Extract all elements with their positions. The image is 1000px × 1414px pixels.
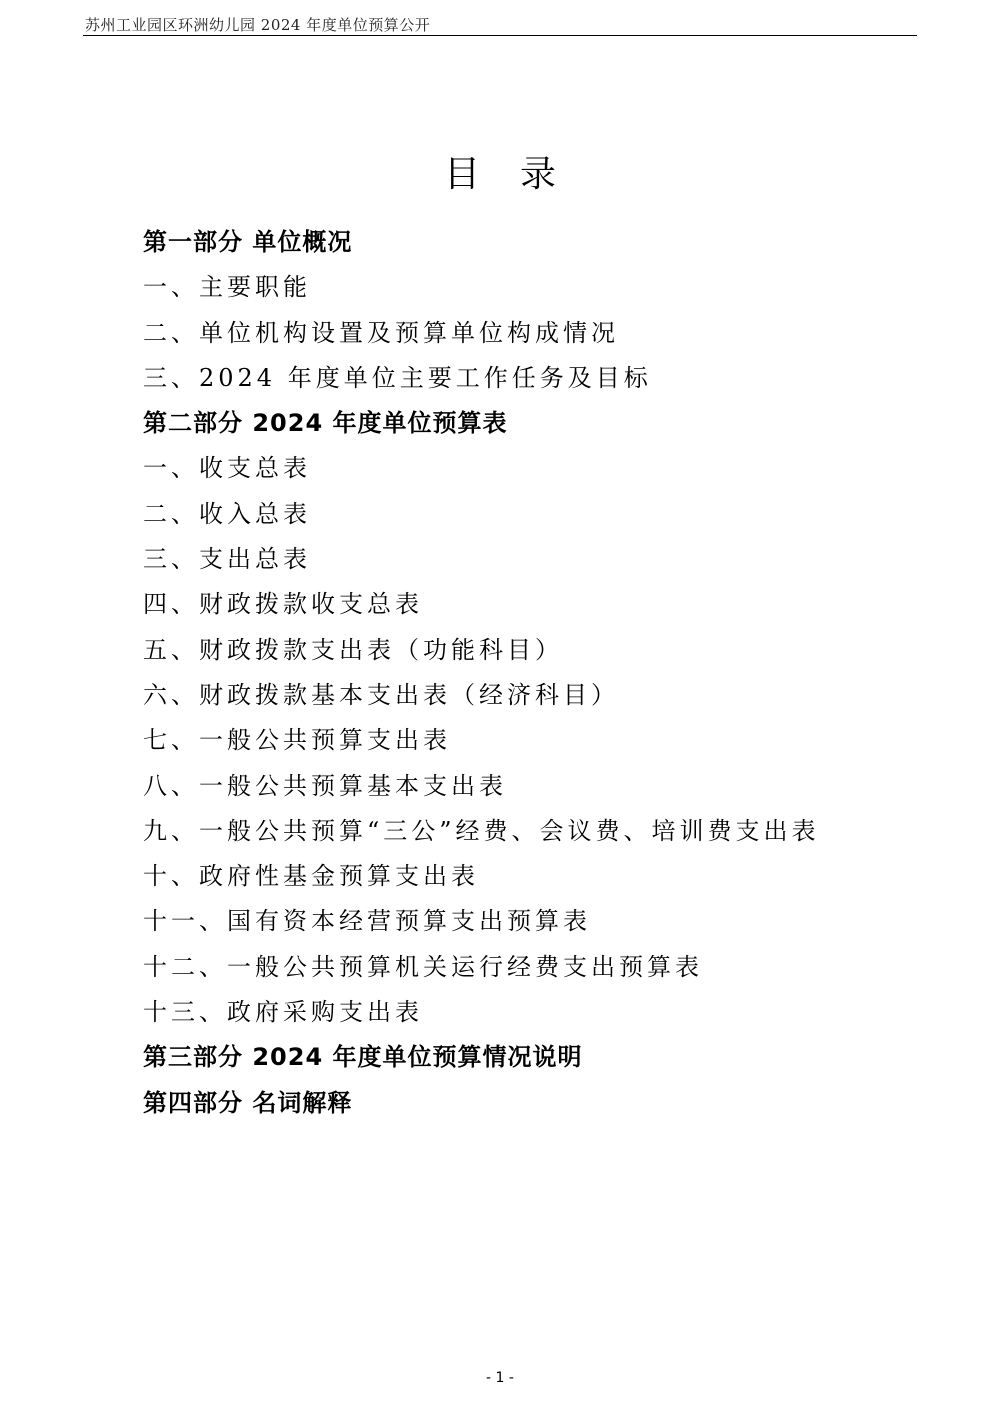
toc-part-2[interactable]: 第二部分 2024 年度单位预算表 (143, 409, 508, 438)
toc-entry[interactable]: 一、主要职能 (143, 273, 311, 302)
toc-part-3[interactable]: 第三部分 2024 年度单位预算情况说明 (143, 1043, 583, 1072)
toc-entry[interactable]: 八、一般公共预算基本支出表 (143, 771, 507, 800)
toc-entry[interactable]: 五、财政拨款支出表（功能科目） (143, 635, 563, 664)
page-number: - 1 - (486, 1370, 514, 1386)
toc-entry[interactable]: 三、支出总表 (143, 545, 311, 574)
toc-entry[interactable]: 十二、一般公共预算机关运行经费支出预算表 (143, 952, 703, 981)
toc-entry[interactable]: 九、一般公共预算“三公”经费、会议费、培训费支出表 (143, 816, 820, 845)
toc-entry[interactable]: 十、政府性基金预算支出表 (143, 862, 479, 891)
toc-part-4[interactable]: 第四部分 名词解释 (143, 1088, 353, 1117)
toc-entry[interactable]: 六、财政拨款基本支出表（经济科目） (143, 680, 619, 709)
toc-title: 目录 (443, 154, 596, 195)
toc-entry[interactable]: 十三、政府采购支出表 (143, 998, 423, 1027)
toc-entry[interactable]: 七、一般公共预算支出表 (143, 726, 451, 755)
toc-part-1[interactable]: 第一部分 单位概况 (143, 228, 353, 256)
running-header: 苏州工业园区环洲幼儿园 2024 年度单位预算公开 (85, 16, 431, 34)
toc-entry[interactable]: 二、收入总表 (143, 499, 311, 528)
toc-entry[interactable]: 三、2024 年度单位主要工作任务及目标 (143, 363, 652, 392)
table-of-contents (143, 223, 820, 1129)
toc-entry[interactable]: 二、单位机构设置及预算单位构成情况 (143, 318, 619, 347)
toc-entry[interactable]: 十一、国有资本经营预算支出预算表 (143, 907, 591, 936)
header-divider (83, 35, 917, 36)
toc-entry[interactable]: 四、财政拨款收支总表 (143, 590, 423, 619)
toc-entry[interactable]: 一、收支总表 (143, 454, 311, 483)
